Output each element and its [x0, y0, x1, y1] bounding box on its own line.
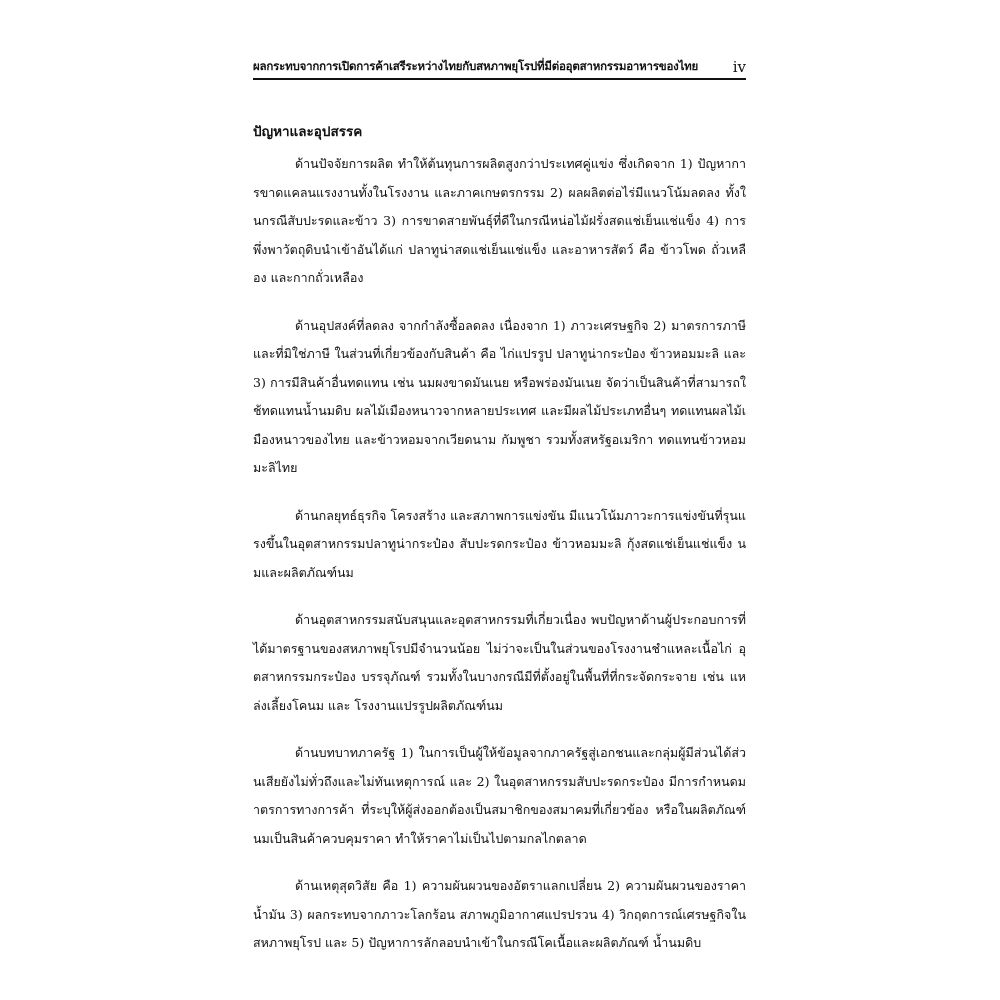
paragraph-supporting-industries: ด้านอุตสาหกรรมสนับสนุนและอุตสาหกรรมที่เกี่ยวเนื่อง พบปัญหาด้านผู้ประกอบการที่ได้มาตรฐานของสหภาพยุโรปมีจำนวนน้อย ไม่ว่าจะเป็นในส่วนของโรงงานชำแหละเนื้อไก่ อุตสาหกรรมกระป๋อง บรรจุภัณฑ์ รวมทั้งในบางกรณีมีที่ตั้งอยู่ในพื้นที่ที่กระจัดกระจาย เช่น แหล่งเลี้ยงโคนม และ โรงงานแปรรูปผลิตภัณฑ์นม	[253, 612, 746, 713]
section-body	[253, 150, 746, 977]
page-number: iv	[732, 58, 746, 76]
section-heading: ปัญหาและอุปสรรค	[253, 124, 363, 140]
paragraph-force-majeure: ด้านเหตุสุดวิสัย คือ 1) ความผันผวนของอัตราแลกเปลี่ยน 2) ความผันผวนของราคาน้ำมัน 3) ผลกระทบจากภาวะโลกร้อน สภาพภูมิอากาศแปรปรวน 4) วิกฤตการณ์เศรษฐกิจในสหภาพยุโรป และ 5) ปัญหาการลักลอบนำเข้าในกรณีโคเนื้อและผลิตภัณฑ์ น้ำนมดิบ	[253, 878, 746, 950]
header-title: ผลกระทบจากการเปิดการค้าเสรีระหว่างไทยกับสหภาพยุโรปที่มีต่ออุตสาหกรรมอาหารของไทย	[253, 59, 699, 73]
paragraph-demand: ด้านอุปสงค์ที่ลดลง จากกำลังซื้อลดลง เนื่องจาก 1) ภาวะเศรษฐกิจ 2) มาตรการภาษีและที่มิใช่ภาษี ในส่วนที่เกี่ยวข้องกับสินค้า คือ ไก่แปรรูป ปลาทูน่ากระป๋อง ข้าวหอมมะลิ และ 3) การมีสินค้าอื่นทดแทน เช่น นมผงขาดมันเนย หรือพร่องมันเนย จัดว่าเป็นสินค้าที่สามารถใช้ทดแทนน้ำนมดิบ ผลไม้เมืองหนาวจากหลายประเทศ และมีผลไม้ประเภทอื่นๆ ทดแทนผลไม้เมืองหนาวของไทย และข้าวหอมจากเวียดนาม กัมพูชา รวมทั้งสหรัฐอเมริกา ทดแทนข้าวหอมมะลิไทย	[253, 317, 746, 475]
header-rule	[253, 78, 746, 80]
paragraph-government-role: ด้านบทบาทภาครัฐ 1) ในการเป็นผู้ให้ข้อมูลจากภาครัฐสู่เอกชนและกลุ่มผู้มีส่วนได้ส่วนเสียยังไม่ทั่วถึงและไม่ทันเหตุการณ์ และ 2) ในอุตสาหกรรมสับปะรดกระป๋อง มีการกำหนดมาตรการทางการค้า ที่ระบุให้ผู้ส่งออกต้องเป็นสมาชิกของสมาคมที่เกี่ยวข้อง หรือในผลิตภัณฑ์นมเป็นสินค้าควบคุมราคา ทำให้ราคาไม่เป็นไปตามกลไกตลาด	[253, 745, 746, 846]
running-header	[253, 46, 746, 76]
paragraph-business-strategy: ด้านกลยุทธ์ธุรกิจ โครงสร้าง และสภาพการแข่งขัน มีแนวโน้มภาวะการแข่งขันที่รุนแรงขึ้นในอุตสาหกรรมปลาทูน่ากระป๋อง สับปะรดกระป๋อง ข้าวหอมมะลิ กุ้งสดแช่เย็นแช่แข็ง นมและผลิตภัณฑ์นม	[253, 507, 746, 580]
paragraph-production-factors: ด้านปัจจัยการผลิต ทำให้ต้นทุนการผลิตสูงกว่าประเทศคู่แข่ง ซึ่งเกิดจาก 1) ปัญหาการขาดแคลนแรงงานทั้งในโรงงาน และภาคเกษตรกรรม 2) ผลผลิตต่อไร่มีแนวโน้มลดลง ทั้งในกรณีสับปะรดและข้าว 3) การขาดสายพันธุ์ที่ดีในกรณีหน่อไม้ฝรั่งสดแช่เย็นแช่แข็ง 4) การพึ่งพาวัตถุดิบนำเข้าอันได้แก่ ปลาทูน่าสดแช่เย็นแช่แข็ง และอาหารสัตว์ คือ ข้าวโพด ถั่วเหลือง และกากถั่วเหลือง	[253, 156, 746, 285]
